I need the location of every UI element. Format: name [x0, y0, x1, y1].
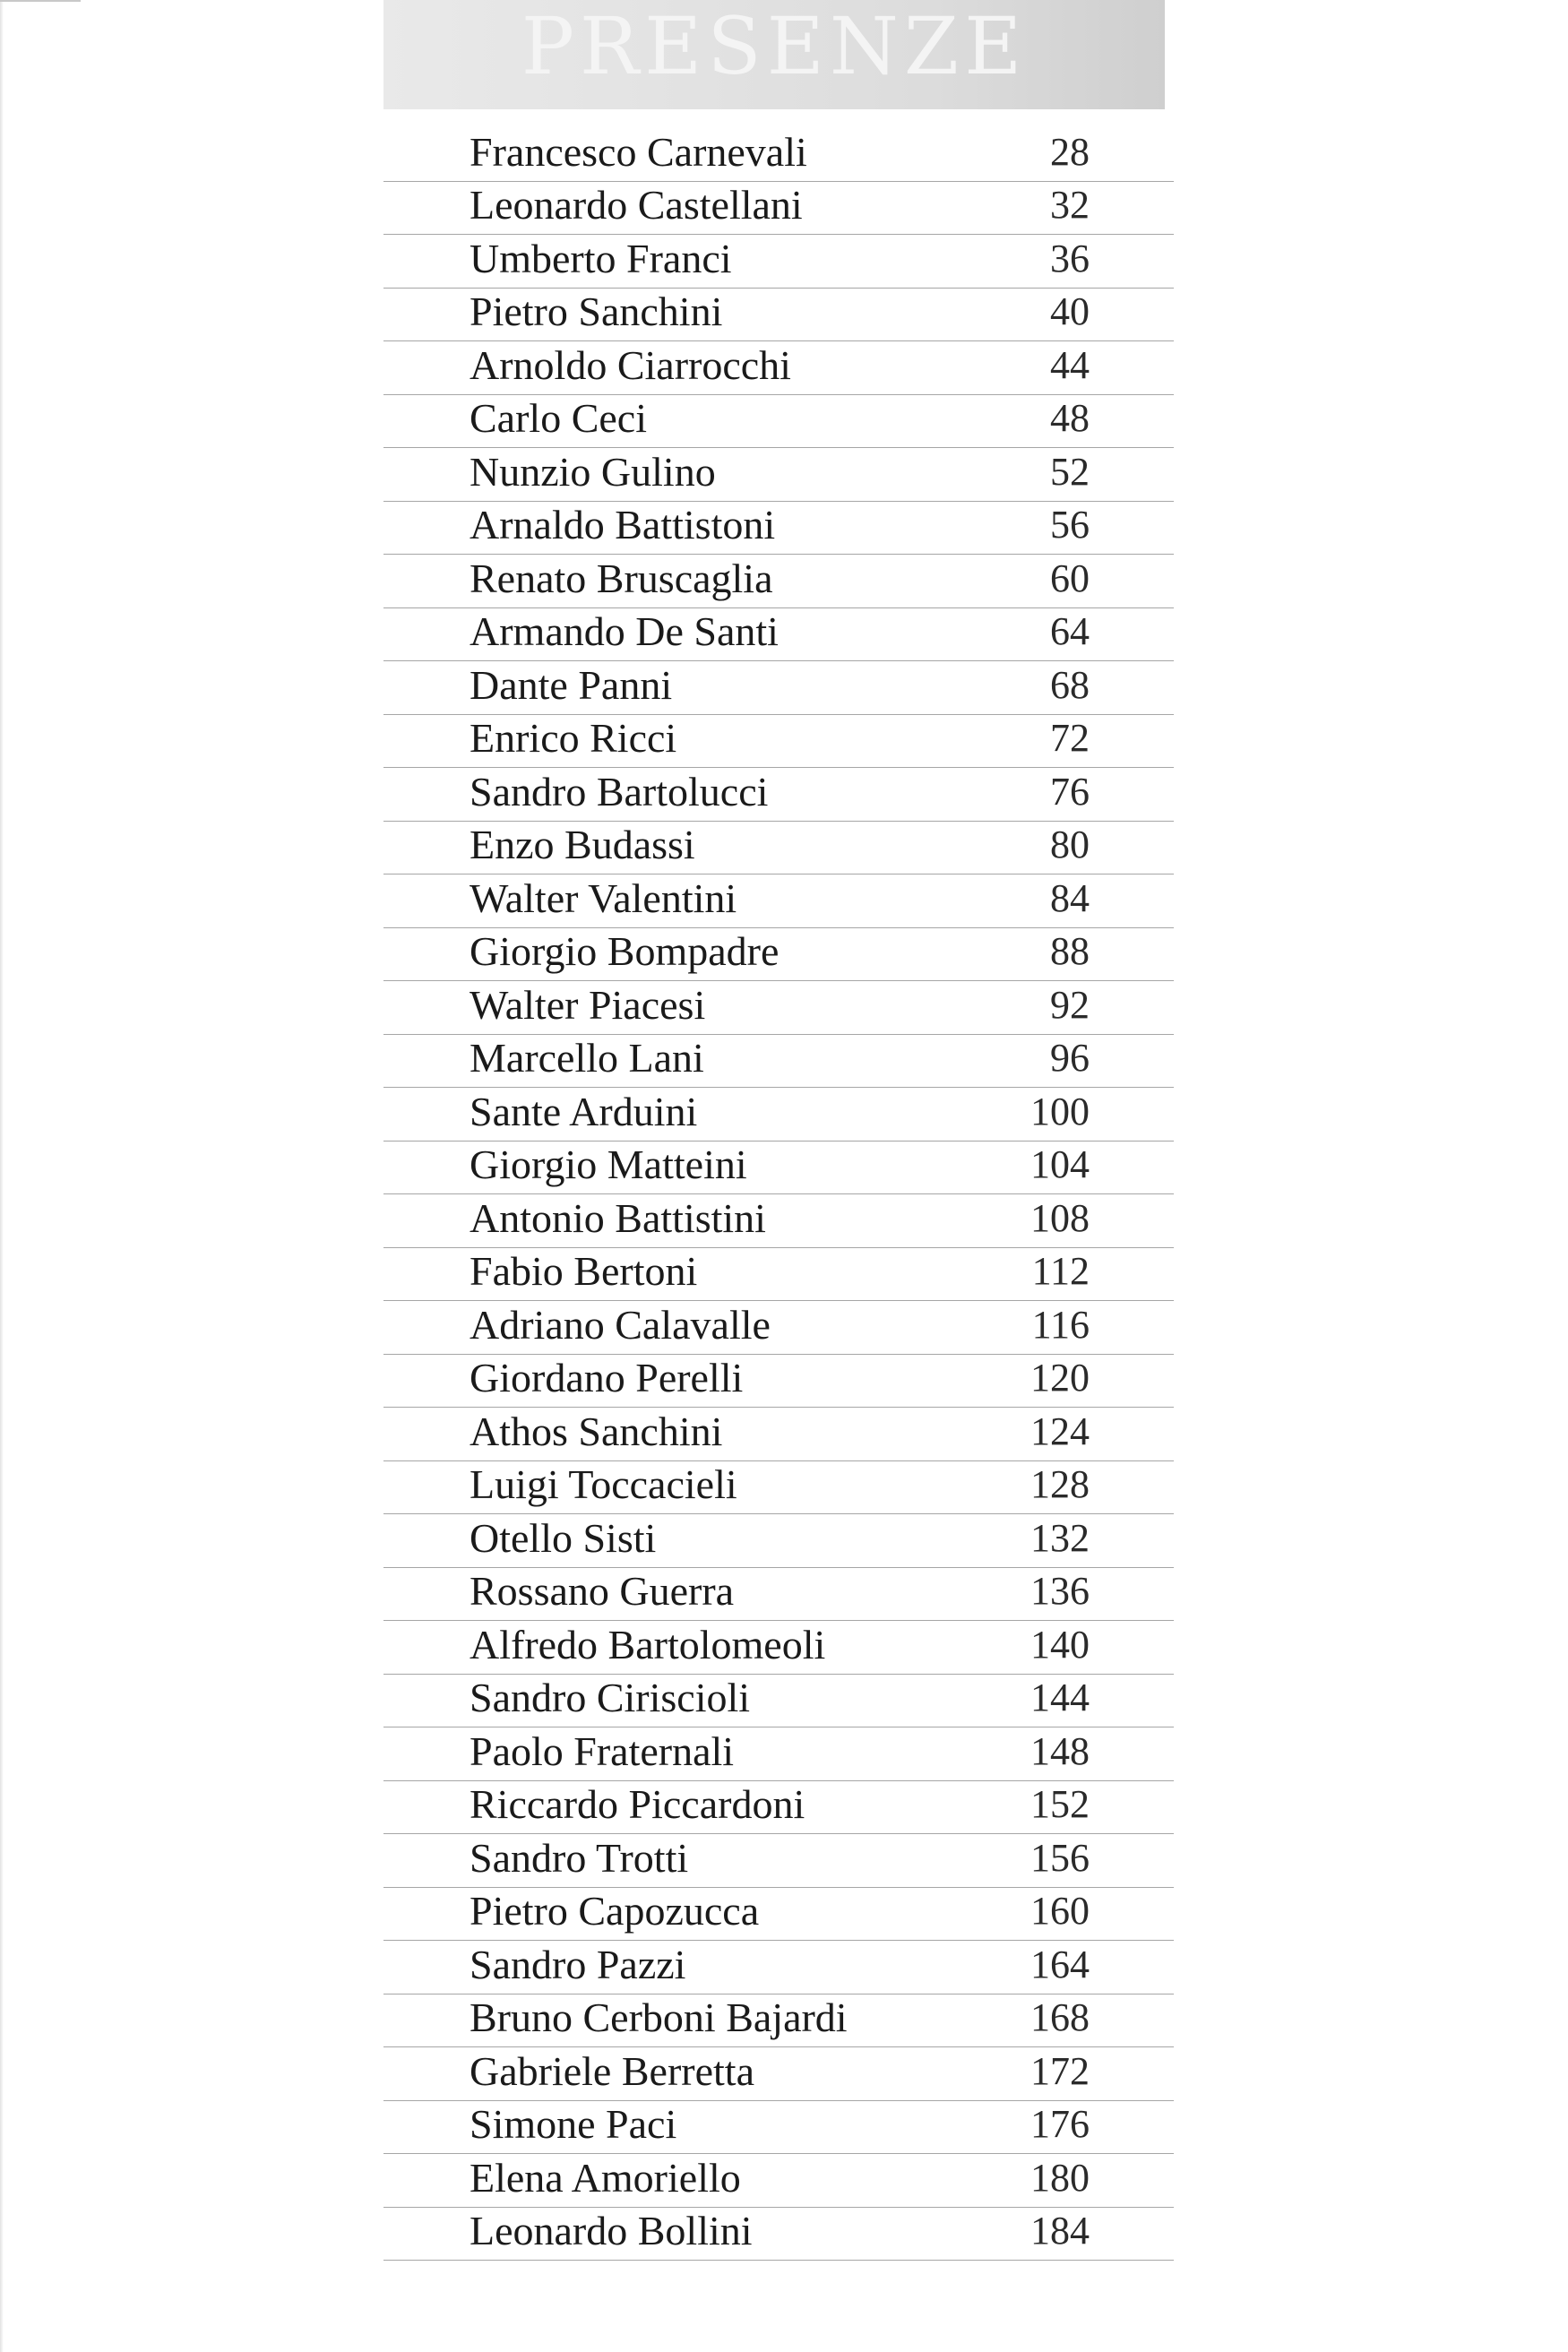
entry-name: Renato Bruscaglia: [470, 555, 773, 601]
entry-name: Armando De Santi: [470, 608, 779, 654]
entry-name: Sandro Bartolucci: [470, 768, 769, 814]
entry-page-number: 36: [1050, 236, 1090, 280]
list-item: [383, 1568, 1174, 1622]
list-item: [383, 608, 1174, 662]
entry-name: Alfredo Bartolomeoli: [470, 1621, 826, 1667]
list-item: [383, 822, 1174, 875]
list-item: [383, 1514, 1174, 1568]
list-item: [383, 928, 1174, 982]
entry-page-number: 128: [1030, 1462, 1090, 1506]
list-item: [383, 1301, 1174, 1355]
entry-name: Fabio Bertoni: [470, 1248, 698, 1294]
entry-name: Carlo Ceci: [470, 395, 647, 441]
list-item: [383, 341, 1174, 395]
entry-page-number: 180: [1030, 2155, 1090, 2200]
entry-name: Walter Valentini: [470, 874, 737, 921]
entry-name: Arnaldo Battistoni: [470, 502, 776, 547]
entry-page-number: 84: [1050, 875, 1090, 920]
page-edge-shadow: [0, 0, 4, 2352]
entry-page-number: 72: [1050, 716, 1090, 760]
entry-name: Leonardo Castellani: [470, 182, 803, 228]
entry-page-number: 80: [1050, 823, 1090, 866]
list-item: [383, 2154, 1174, 2208]
entry-name: Riccardo Piccardoni: [470, 1781, 806, 1827]
entry-page-number: 124: [1030, 1409, 1090, 1453]
list-item: [383, 1035, 1174, 1089]
entry-page-number: 144: [1030, 1676, 1090, 1719]
entry-name: Sandro Pazzi: [470, 1941, 686, 1987]
entry-name: Dante Panni: [470, 661, 673, 708]
list-item: [383, 555, 1174, 608]
list-item: [383, 1834, 1174, 1888]
list-item: [383, 1727, 1174, 1781]
entry-page-number: 40: [1050, 289, 1090, 333]
entry-page-number: 148: [1030, 1728, 1090, 1773]
entry-page-number: 44: [1050, 342, 1090, 387]
entry-name: Sandro Ciriscioli: [470, 1675, 751, 1720]
entry-name: Pietro Capozucca: [470, 1888, 760, 1934]
list-item: [383, 2208, 1174, 2262]
entry-name: Elena Amoriello: [470, 2154, 741, 2201]
entry-name: Enzo Budassi: [470, 822, 695, 867]
entry-page-number: 112: [1031, 1249, 1090, 1293]
entry-page-number: 76: [1050, 769, 1090, 814]
list-item: [383, 1355, 1174, 1409]
entry-page-number: 52: [1050, 449, 1090, 494]
list-item: [383, 661, 1174, 715]
list-item: [383, 1941, 1174, 1994]
list-item: [383, 2047, 1174, 2101]
entry-page-number: 64: [1050, 609, 1090, 653]
entry-name: Simone Paci: [470, 2101, 677, 2147]
page-edge-line: [0, 0, 81, 2]
entry-page-number: 100: [1030, 1089, 1090, 1133]
entry-page-number: 132: [1030, 1515, 1090, 1560]
entry-name: Antonio Battistini: [470, 1194, 766, 1241]
list-item: [383, 1408, 1174, 1461]
entry-name: Giordano Perelli: [470, 1355, 744, 1400]
entry-name: Francesco Carnevali: [470, 128, 807, 175]
entry-page-number: 156: [1030, 1835, 1090, 1880]
list-item: [383, 768, 1174, 822]
contents-list: [383, 128, 1174, 2261]
entry-name: Giorgio Bompadre: [470, 928, 780, 974]
entry-name: Sante Arduini: [470, 1088, 698, 1134]
list-item: [383, 289, 1174, 342]
entry-page-number: 92: [1050, 982, 1090, 1027]
list-item: [383, 1621, 1174, 1675]
entry-name: Luigi Toccacieli: [470, 1461, 737, 1507]
entry-page-number: 48: [1050, 396, 1090, 440]
entry-page-number: 160: [1030, 1889, 1090, 1933]
list-item: [383, 2101, 1174, 2155]
entry-name: Otello Sisti: [470, 1514, 657, 1561]
entry-page-number: 28: [1050, 129, 1090, 174]
entry-page-number: 68: [1050, 662, 1090, 707]
entry-name: Leonardo Bollini: [470, 2208, 753, 2253]
list-item: [383, 1675, 1174, 1728]
entry-name: Sandro Trotti: [470, 1834, 689, 1881]
list-item: [383, 874, 1174, 928]
entry-name: Rossano Guerra: [470, 1568, 735, 1614]
list-item: [383, 715, 1174, 769]
entry-page-number: 88: [1050, 929, 1090, 973]
list-item: [383, 448, 1174, 502]
list-item: [383, 1248, 1174, 1302]
list-item: [383, 1888, 1174, 1942]
entry-page-number: 184: [1030, 2209, 1090, 2253]
entry-name: Pietro Sanchini: [470, 289, 723, 334]
entry-page-number: 56: [1050, 503, 1090, 547]
entry-name: Giorgio Matteini: [470, 1142, 747, 1187]
list-item: [383, 395, 1174, 449]
entry-name: Arnoldo Ciarrocchi: [470, 341, 791, 388]
list-item: [383, 1461, 1174, 1515]
entry-page-number: 120: [1030, 1356, 1090, 1400]
entry-page-number: 108: [1030, 1195, 1090, 1240]
entry-page-number: 172: [1030, 2048, 1090, 2093]
entry-name: Umberto Franci: [470, 235, 732, 281]
entry-name: Walter Piacesi: [470, 981, 706, 1028]
entry-page-number: 96: [1050, 1036, 1090, 1080]
list-item: [383, 981, 1174, 1035]
list-item: [383, 1994, 1174, 2048]
entry-page-number: 116: [1031, 1302, 1090, 1347]
entry-page-number: 136: [1030, 1569, 1090, 1613]
entry-page-number: 164: [1030, 1942, 1090, 1986]
entry-page-number: 176: [1030, 2102, 1090, 2146]
list-item: [383, 502, 1174, 556]
entry-page-number: 32: [1050, 183, 1090, 227]
entry-name: Paolo Fraternali: [470, 1727, 735, 1774]
header-band: [383, 0, 1165, 109]
list-item: [383, 182, 1174, 236]
list-item: [383, 1088, 1174, 1142]
list-item: [383, 1194, 1174, 1248]
entry-page-number: 60: [1050, 556, 1090, 600]
entry-name: Nunzio Gulino: [470, 448, 716, 495]
entry-page-number: 168: [1030, 1995, 1090, 2039]
entry-name: Adriano Calavalle: [470, 1301, 771, 1348]
entry-name: Marcello Lani: [470, 1035, 704, 1081]
entry-page-number: 104: [1030, 1142, 1090, 1186]
list-item: [383, 235, 1174, 289]
entry-name: Bruno Cerboni Bajardi: [470, 1994, 848, 2040]
entry-name: Gabriele Berretta: [470, 2047, 754, 2094]
list-item: [383, 1781, 1174, 1835]
entry-name: Enrico Ricci: [470, 715, 677, 761]
entry-name: Athos Sanchini: [470, 1408, 723, 1454]
page-title: PRESENZE: [521, 0, 1028, 92]
list-item: [383, 1142, 1174, 1195]
list-item: [383, 128, 1174, 182]
entry-page-number: 152: [1030, 1782, 1090, 1826]
entry-page-number: 140: [1030, 1622, 1090, 1667]
